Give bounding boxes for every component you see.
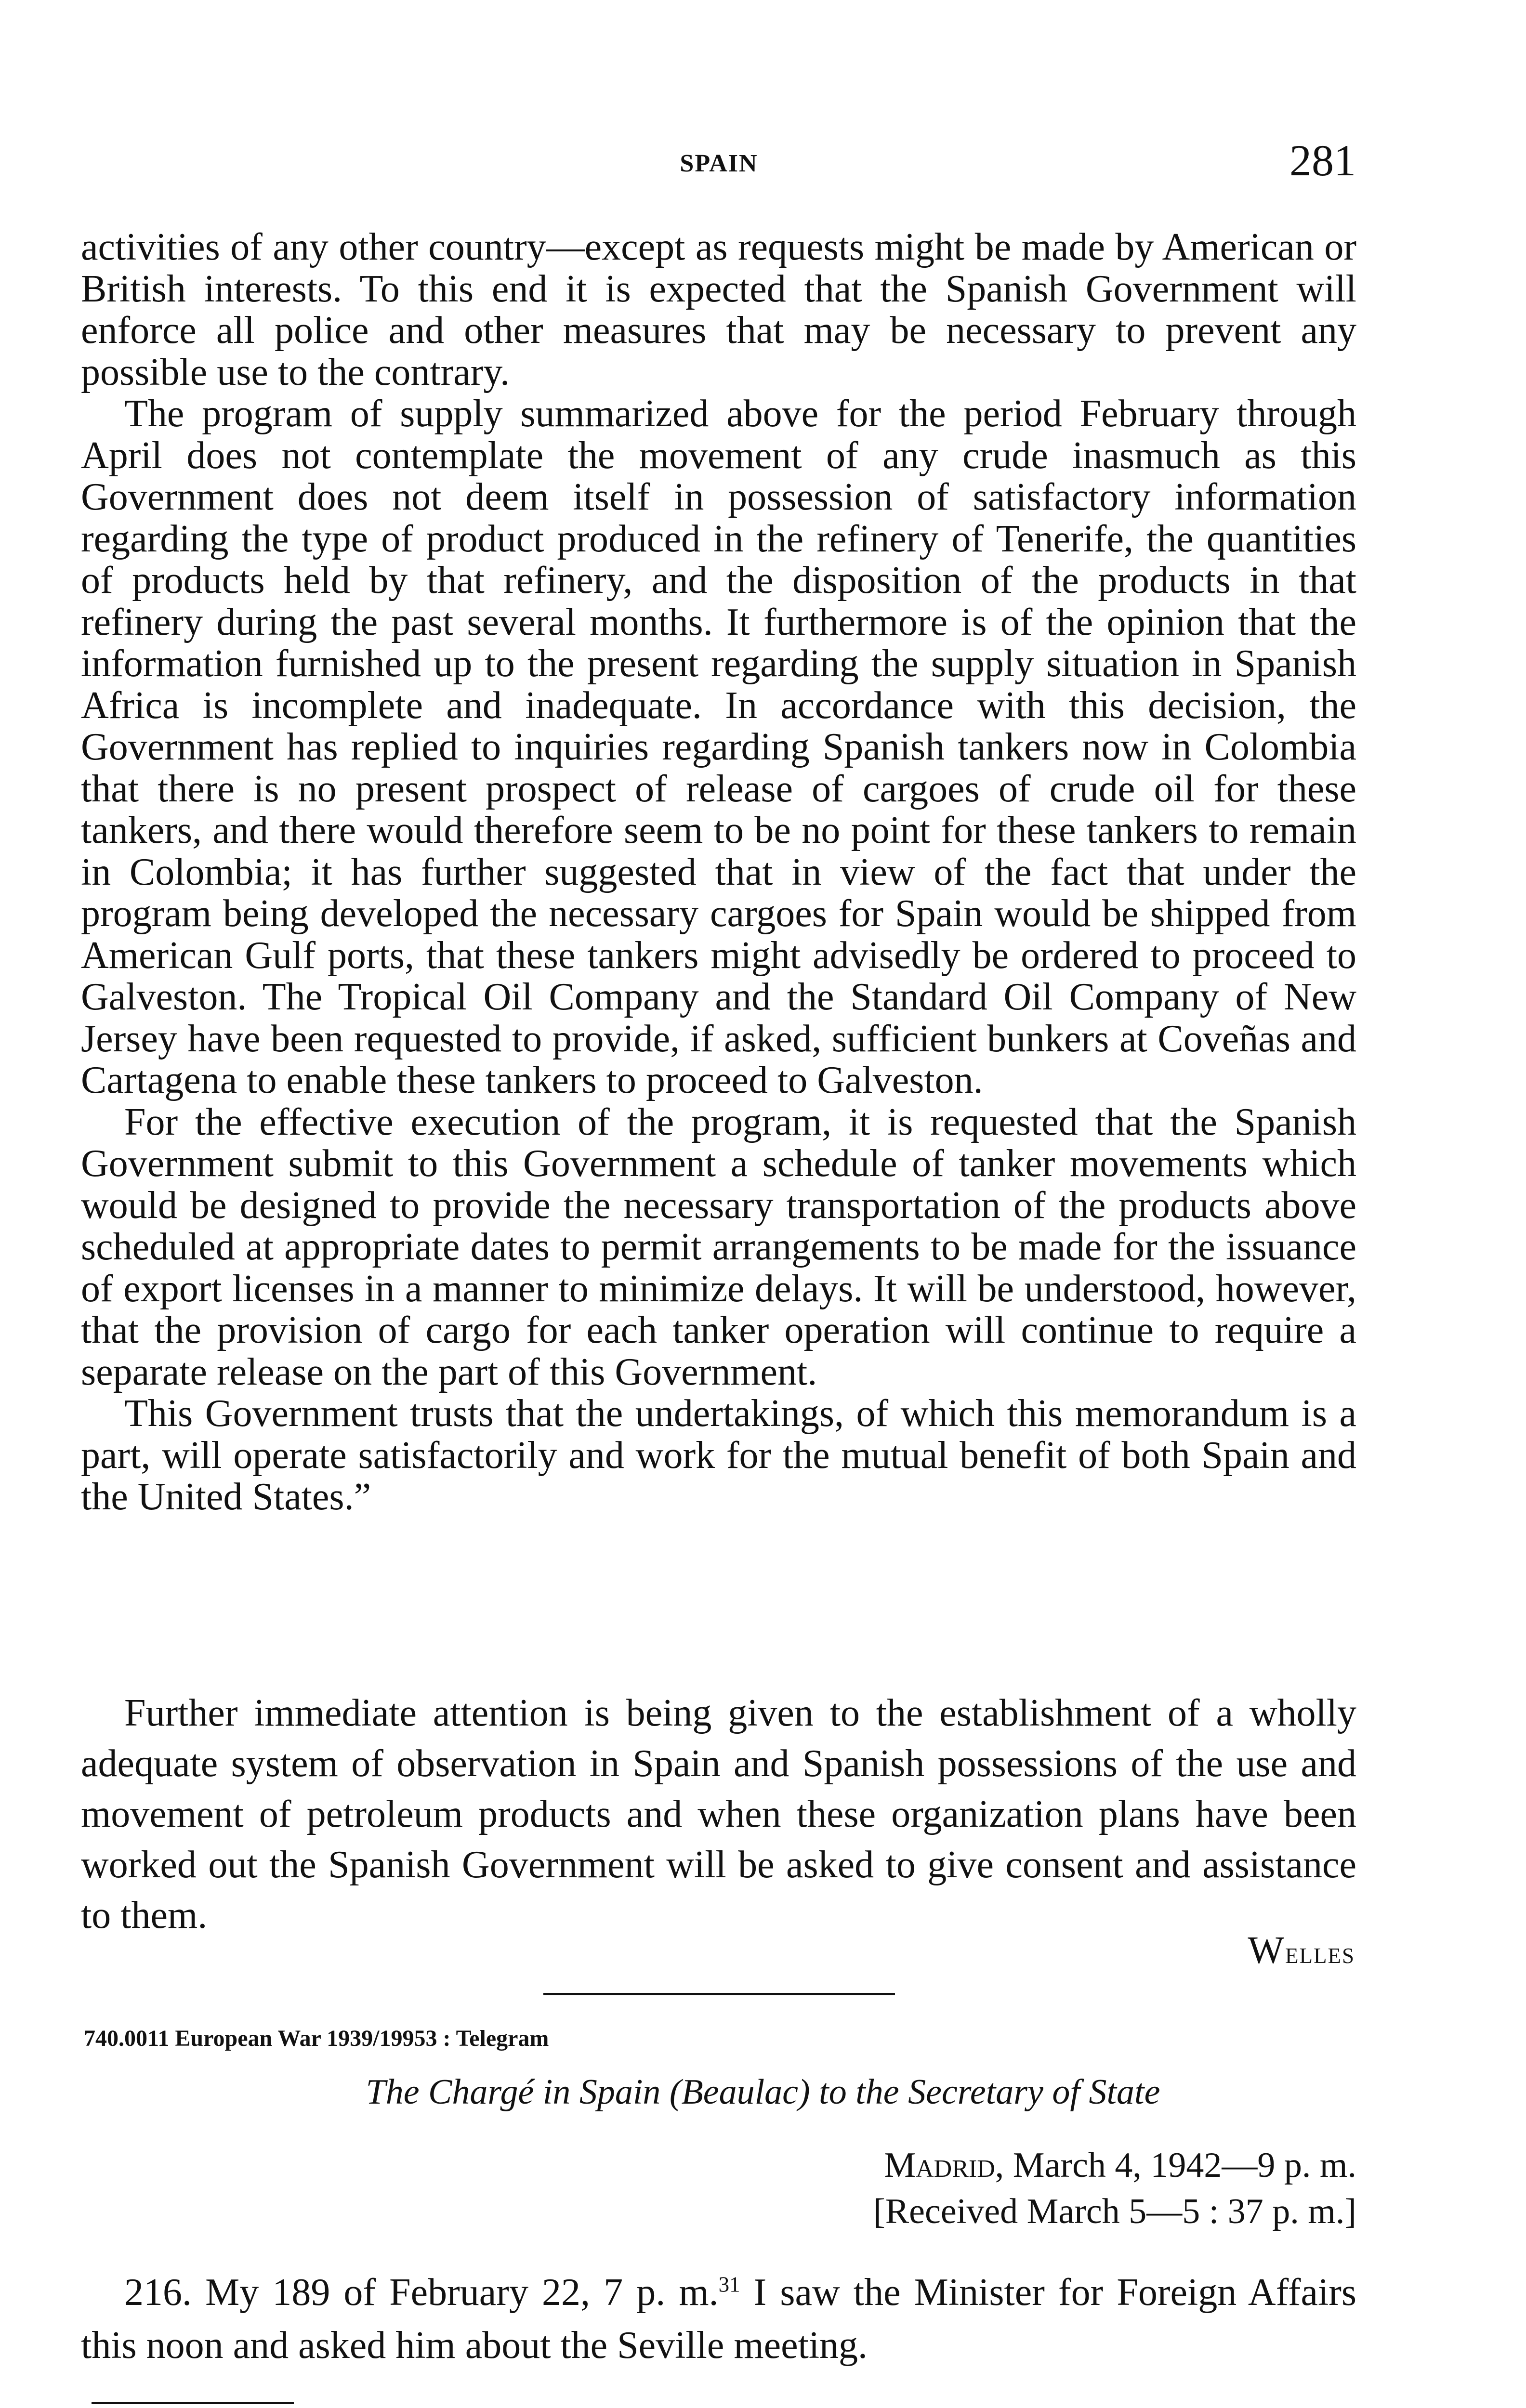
body-text — [81, 1688, 1356, 1941]
signature: Welles — [1248, 1929, 1355, 1972]
file-reference: 740.0011 European War 1939/19953 : Telegram — [84, 2026, 549, 2051]
telegram-opening: 216. My 189 of February 22, 7 p. m. — [124, 2271, 719, 2314]
section-divider — [543, 1993, 895, 1995]
page-number: 281 — [1289, 136, 1356, 185]
body-paragraph: Further immediate attention is being given to the establishment of a wholly adequate system of observation in Spain and Spanish possessions of the use and movement of petroleum products and when these organization plans have been worked out the Spanish Government will be asked to give consent and assistance to them. — [81, 1692, 1356, 1937]
page-header — [82, 135, 1356, 188]
memorandum-text — [81, 226, 1356, 1518]
telegram-paragraph — [81, 2266, 1356, 2372]
dateline-sent — [873, 2142, 1356, 2188]
telegram-text — [81, 2266, 1356, 2372]
footnote-reference[interactable]: 31 — [718, 2272, 740, 2297]
memo-paragraph: This Government trusts that the undertakings, of which this memorandum is a part, will operate satisfactorily and work for the mutual benefit of both Spain and the United States.” — [81, 1392, 1356, 1518]
memo-paragraph: activities of any other country—except as requests might be made by American or British interests. To this end it is expected that the Spanish Government will enforce all police and other measures that may be necessary to prevent any possible use to the contrary. — [81, 226, 1356, 393]
memo-paragraph: For the effective execution of the program, it is requested that the Spanish Government submit to this Government a schedule of tanker movements which would be designed to provide the necessary transportation of the products above scheduled at appropriate dates to permit arrangements to be made for the issuance of export licenses in a manner to minimize delays. It will be understood, however, that the provision of cargo for each tanker operation will continue to require a separate release on the part of this Government. — [81, 1100, 1356, 1393]
dateline-time: March 4, 1942—9 p. m. — [1004, 2146, 1356, 2185]
dateline-received: [Received March 5—5 : 37 p. m.] — [873, 2192, 1356, 2231]
dateline — [873, 2142, 1356, 2235]
dateline-place: Madrid, — [884, 2146, 1004, 2185]
document-title: The Chargé in Spain (Beaulac) to the Secretary of State — [366, 2072, 1160, 2112]
running-head: SPAIN — [680, 150, 758, 177]
memo-paragraph: The program of supply summarized above for the period February through April does not contemplate the movement of any crude inasmuch as this Government does not deem itself in possession of satisfactory information regarding the type of product produced in the refinery of Tenerife, the quantities of products held by that refinery, and the disposition of the products in that refinery during the past several months. It furthermore is of the opinion that the information furnished up to the present regarding the supply situation in Spanish Africa is incomplete and inadequate. In accordance with this decision, the Government has replied to inquiries regarding Spanish tankers now in Colombia that there is no present prospect of release of cargoes of crude oil for these tankers, and there would therefore seem to be no point for these tankers to remain in Colombia; it has further suggested that in view of the fact that under the program being developed the necessary cargoes for Spain would be shipped from American Gulf ports, that these tankers might advisedly be ordered to proceed to Galveston. The Tropical Oil Company and the Standard Oil Company of New Jersey have been requested to provide, if asked, sufficient bunkers at Coveñas and Cartagena to enable these tankers to proceed to Galveston. — [81, 393, 1356, 1101]
telegram-continuation: I saw the Minister for Foreign Affairs this noon and asked him about the Seville meeting. — [81, 2271, 1356, 2367]
footnote-divider — [92, 2402, 294, 2404]
